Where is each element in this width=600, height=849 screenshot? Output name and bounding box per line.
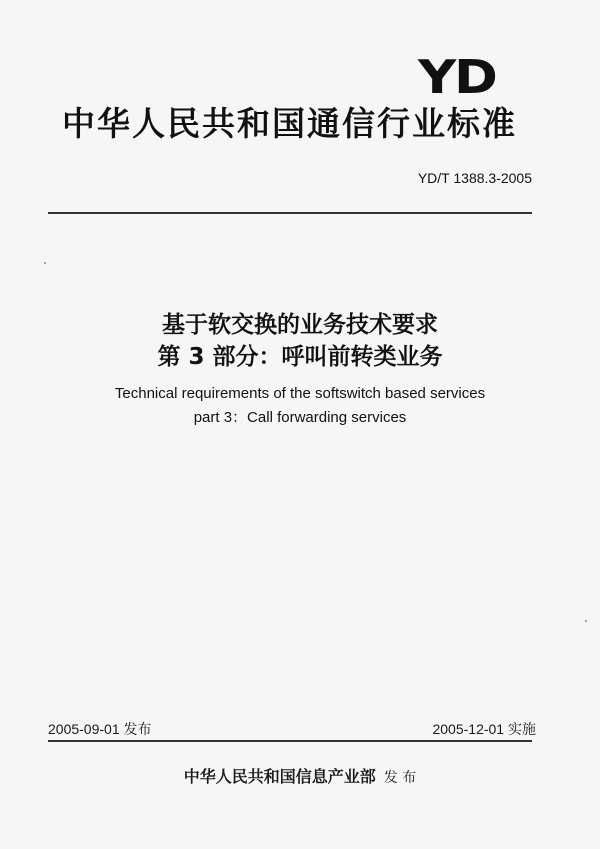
implement-date: 2005-12-01 实施 <box>432 721 536 737</box>
standard-title: 中华人民共和国通信行业标准 <box>62 104 517 143</box>
standard-code: YD/T 1388.3-2005 <box>417 170 532 186</box>
issuer-line <box>0 764 600 787</box>
scan-speck <box>44 262 46 264</box>
cn-title-line2: 第 3 部分：呼叫前转类业务 <box>157 344 443 370</box>
bottom-divider <box>48 740 532 742</box>
scan-speck <box>585 620 587 622</box>
issuer-action: 发 布 <box>383 770 417 786</box>
issuer-name: 中华人民共和国信息产业部 <box>183 767 376 786</box>
cn-title-line1: 基于软交换的业务技术要求 <box>162 312 438 338</box>
yd-logo: YD <box>418 50 496 104</box>
issue-date: 2005-09-01 发布 <box>48 721 152 737</box>
en-title-line2: part 3：Call forwarding services <box>193 409 407 426</box>
en-title-line1: Technical requirements of the softswitch based services <box>114 385 486 402</box>
top-divider <box>48 212 532 214</box>
